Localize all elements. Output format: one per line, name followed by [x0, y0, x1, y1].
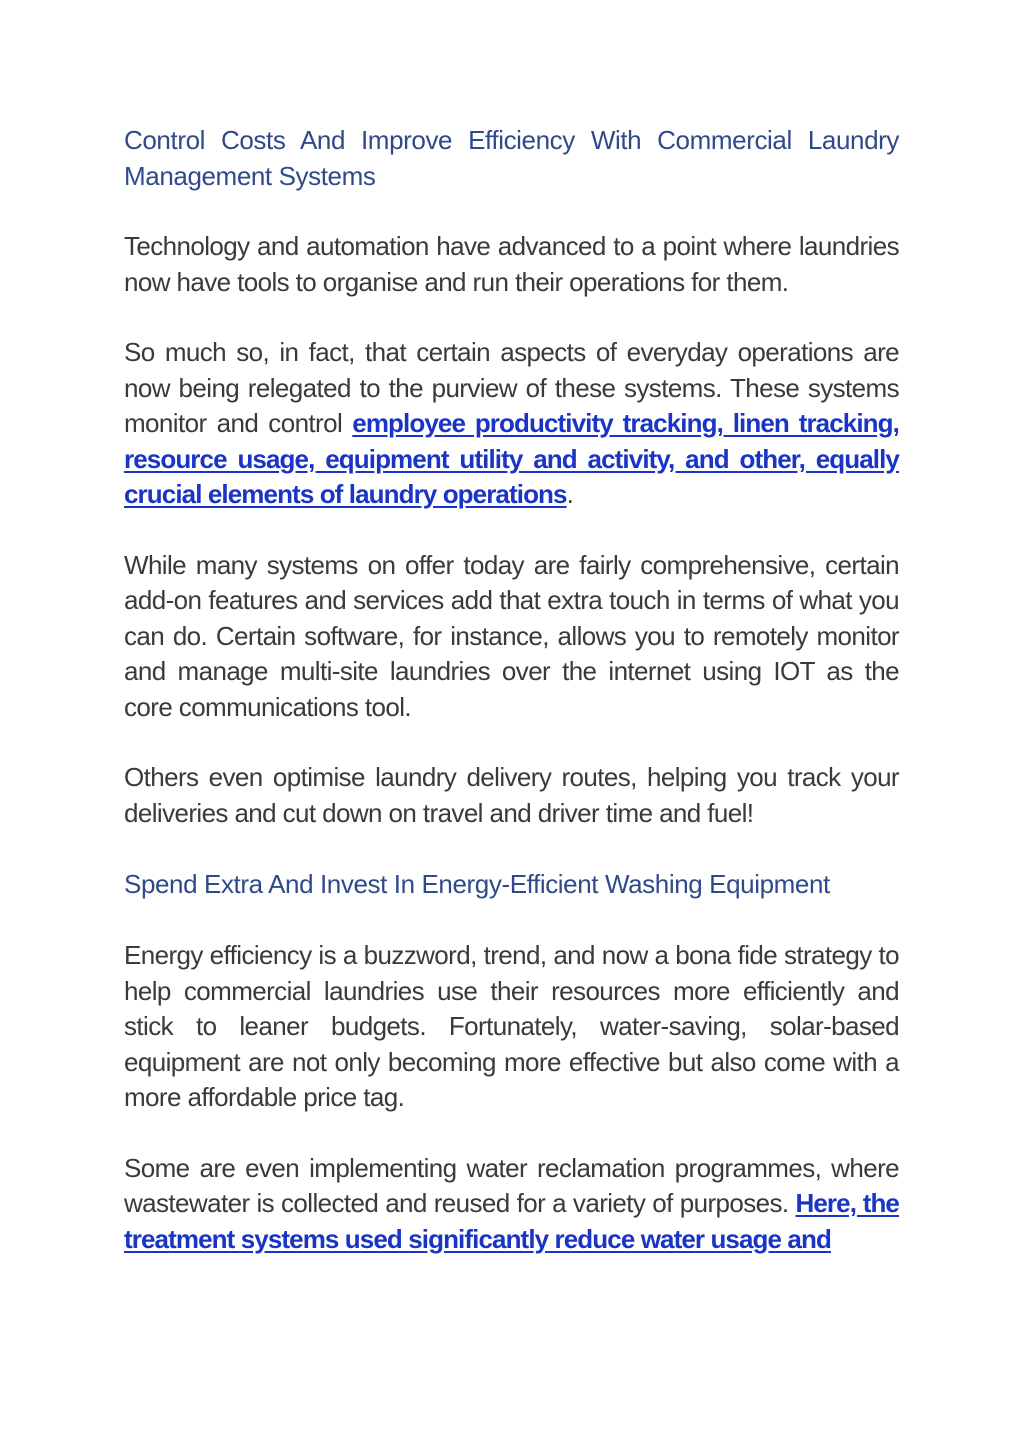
section-heading-energy-efficient: Spend Extra And Invest In Energy-Efficient Washing Equipment [124, 869, 830, 899]
paragraph-add-on-features: While many systems on offer today are fairly comprehensive, certain add-on features and services add that extra touch in terms of what you can do. Certain software, for instance, allows you to remotely monitor and manage multi-site laundries over the internet using IOT as the core communications tool. [124, 549, 899, 722]
link-treatment-systems[interactable]: Here, the treatment systems used significantly reduce water usage and [124, 1188, 899, 1254]
paragraph-text: Some are even implementing water reclamation programmes, where wastewater is collected and reused for a variety of purposes. [124, 1152, 899, 1218]
section-heading-control-costs: Control Costs And Improve Efficiency With Commercial Laundry Management Systems [124, 125, 899, 191]
paragraph-technology: Technology and automation have advanced to a point where laundries now have tools to organise and run their operations for them. [124, 231, 899, 297]
paragraph-energy-efficiency: Energy efficiency is a buzzword, trend, and now a bona fide strategy to help commercial laundries use their resources more efficiently and stick to leaner budgets. Fortunately, water-saving, solar-based equipment are not only becoming more effective but also come with a more affordable price tag. [124, 940, 899, 1112]
paragraph-so-much-so [124, 335, 899, 513]
document-page [124, 122, 899, 1257]
paragraph-text: . [566, 479, 574, 509]
paragraph-delivery-routes: Others even optimise laundry delivery routes, helping you track your deliveries and cut down on travel and driver time and fuel! [124, 762, 899, 828]
link-employee-productivity-tracking[interactable]: employee productivity tracking, linen tracking, resource usage, equipment utility and activity, and other, equally crucial elements of laundry operations [124, 408, 899, 509]
paragraph-text: So much so, in fact, that certain aspects of everyday operations are now being relegated to the purview of these systems. These systems monitor and control [124, 337, 899, 438]
paragraph-water-reclamation [124, 1151, 899, 1258]
